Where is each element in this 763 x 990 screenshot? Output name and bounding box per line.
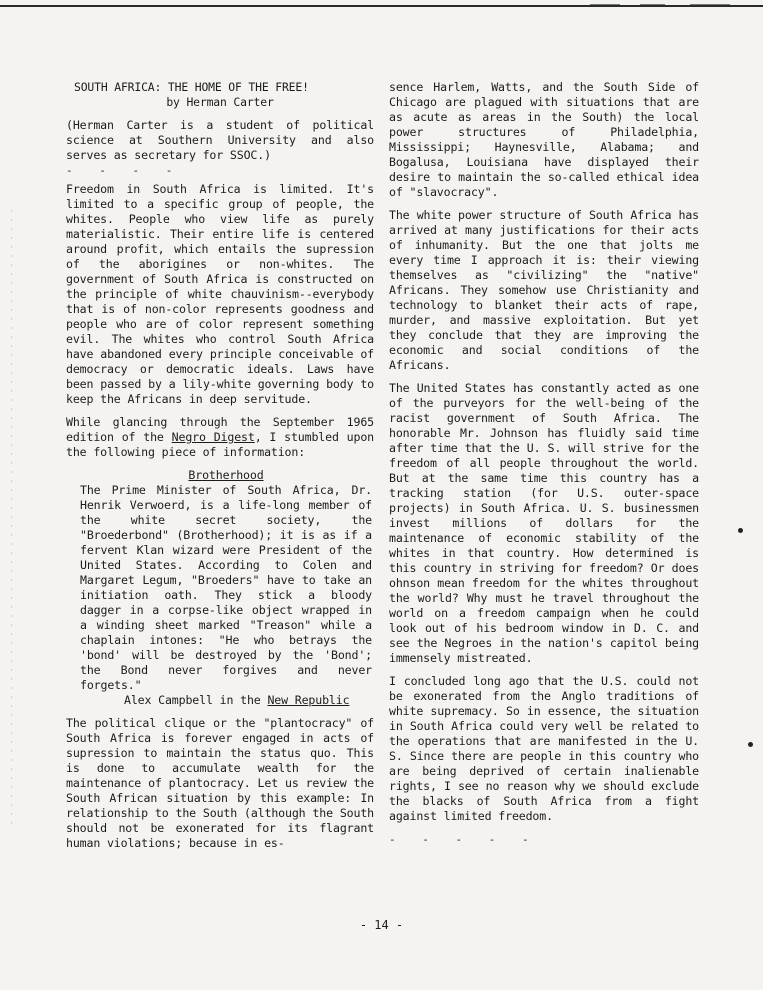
quote-attribution [80,693,372,708]
left-column [66,80,374,851]
glance-text: , I stumbled upon the following piece of information: [66,430,374,459]
quote-text: The Prime Minister of South Africa, Dr. Henrik Verwoerd, is a life-long member of the white secret society, the "Broederbond" (Brotherhood); it is as if a fervent Klan wizard were President of the United States. According to Colen and Margaret Legum, "Broeders" have to take an initiation oath. They stick a bloody dagger in a corpse-like object wrapped in a winding sheet marked "Treason" while a chaplain intones: "He who betrays the 'bond' will be destroyed by the 'Bond'; the Bond never forgives and never forgets." [80,483,372,692]
quote-heading: Brotherhood [188,468,264,482]
attribution-author: Alex Campbell in the [124,693,268,707]
title-byline: by Herman Carter [166,95,274,109]
paragraph: The white power structure of South Africa has arrived at many justifications for their acts of inhumanity. But the one that jolts me every time I approach it is: their viewing themselves as "civilizing" the "native" Africans. They somehow use Christianity and technology to blanket their acts of rape, murder, and massive exploitation. But yet they conclude that they are improving the economic and social conditions of the Africans. [389,208,699,372]
top-mark [690,4,730,5]
paragraph: The political clique or the "plantocracy" of South Africa is forever engaged in acts of supression to maintain the status quo. This is done to accumulate wealth for the maintenance of plantocracy. Let us review the South African situation by this example: In relationship to the South (although the South should not be exonerated for its flagrant human violations; because in es- [66,716,374,850]
top-mark [590,4,620,5]
paragraph: sence Harlem, Watts, and the South Side of Chicago are plagued with situations that are as acute as areas in the South) the local power structures of Philadelphia, Mississippi; Haynesville, Alabama; and Bogalusa, Louisiana have displayed their desire to maintain the so-called ethical idea of "slavocracy". [389,80,699,199]
paragraph: Freedom in South Africa is limited. It's limited to a specific group of people, the whites. People who view life as purely materialistic. Their entire life is centered around profit, which entails the supression of the aborigines or non-whites. The government of South Africa is constructed on the principle of white chauvinism--everybody that is of non-color represents goodness and people who are of color represent something evil. The whites who control South Africa have abandoned every principle conceivable of democracy or democratic ideals. Laws have been passed by a lily-white governing body to keep the Africans in deep servitude. [66,182,374,406]
paragraph: I concluded long ago that the U.S. could not be exonerated from the Anglo traditions of white supremacy. So in essence, the situation in South Africa could very well be related to the operations that are manifested in the U. S. Since there are people in this country who are being deprived of certain inalienable rights, I see no reason why we should exclude the blacks of South Africa from a fight against limited freedom. [389,674,699,823]
section-divider: - - - - [66,164,183,177]
source-name: Negro Digest [171,430,255,444]
author-note: (Herman Carter is a student of political science at Southern University and also serves as secretary for SSOC.) [66,118,374,162]
glance-text: While glancing through the September 1965 edition of the [66,415,374,444]
paragraph: The United States has constantly acted as one of the purveyors for the well-being of the racist government of South Africa. The honorable Mr. Johnson has fluidly said time after time that the U. S. will strive for the freedom of all people throughout the world. But at the same time this country has a tracking station (for U.S. outer-space projects) in South Africa. U. S. businessmen invest millions of dollars for the maintenance of economic stability of the whites in that country. How determined is this country in striving for freedom? Or does ohnson mean freedom for the whites throughout the world? Why must he travel throughout the world on a freedom campaign when he could look out of his bedroom window in D. C. and see the Negroes in the nation's capitol being immensely mistreated. [389,381,699,665]
speck [738,528,743,533]
paragraph-glance [66,415,374,460]
margin-specks [11,210,12,830]
top-mark [640,4,665,5]
title-heading: SOUTH AFRICA: THE HOME OF THE FREE! [74,80,309,94]
article-title [66,80,374,110]
block-quote [66,468,374,708]
page-number: - 14 - [359,918,404,932]
top-rule [0,5,763,7]
attribution-publication: New Republic [267,693,350,707]
end-divider: - - - - - [389,833,539,846]
speck [748,742,753,747]
right-column [389,80,699,847]
